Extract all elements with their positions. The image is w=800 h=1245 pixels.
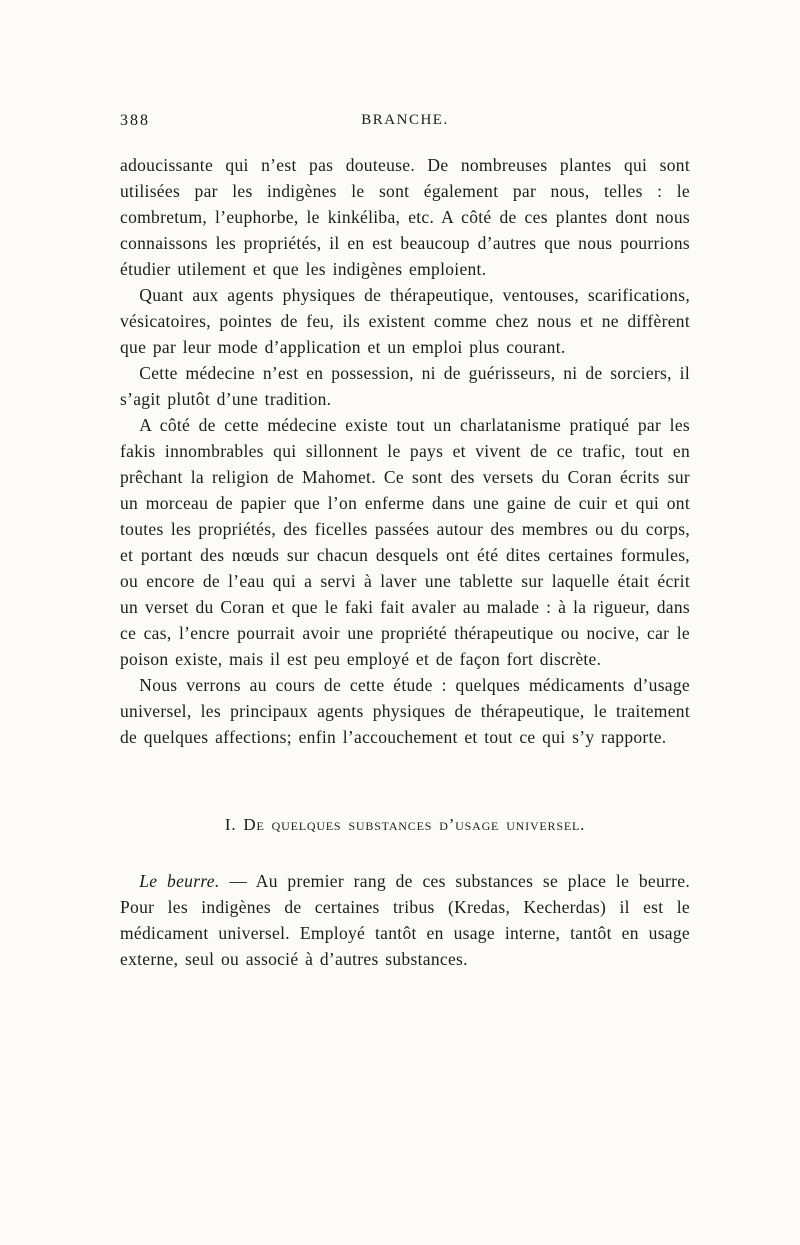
section-heading: I. De quelques substances d’usage universel. bbox=[224, 815, 586, 834]
paragraph: A côté de cette médecine existe tout un charlatanisme pratiqué par les fakis innombrables qui sillonnent le pays et vivent de ce trafic, tout en prêchant la religion de Mahomet. Ce sont des versets du Coran écrits sur un morceau de papier que l’on enferme dans une gaine de cuir et qui ont toutes les propriétés, des ficelles passées autour des membres ou du corps, et portant des nœuds sur chacun desquels ont été dites certaines formules, ou encore de l’eau qui a servi à laver une tablette sur laquelle était écrit un verset du Coran et que le faki fait avaler au malade : à la rigueur, dans ce cas, l’encre pourrait avoir une propriété thérapeutique ou nocive, car le poison existe, mais il est peu employé et de façon fort discrète. bbox=[120, 415, 690, 669]
running-title: BRANCHE. bbox=[361, 112, 449, 128]
page-header bbox=[120, 112, 690, 136]
paragraph: Nous verrons au cours de cette étude : quelques médicaments d’usage universel, les principaux agents physiques de thérapeutique, le traitement de quelques affections; enfin l’accouchement et tout ce qui s’y rapporte. bbox=[120, 675, 690, 747]
paragraph-lead-italic: Le beurre. bbox=[139, 871, 220, 891]
page-body bbox=[120, 152, 690, 972]
paragraph: Cette médecine n’est en possession, ni de guérisseurs, ni de sorciers, il s’agit plutôt d’une tradition. bbox=[120, 363, 690, 409]
paragraph: Quant aux agents physiques de thérapeutique, ventouses, scarifications, vésicatoires, pointes de feu, ils existent comme chez nous et ne diffèrent que par leur mode d’application et un emploi plus courant. bbox=[120, 285, 690, 357]
paragraph-text: — Au premier rang de ces substances se place le beurre. Pour les indigènes de certaines tribus (Kredas, Kecherdas) il est le médicament universel. Employé tantôt en usage interne, tantôt en usage externe, seul ou associé à d’autres substances. bbox=[120, 871, 690, 969]
paragraph: adoucissante qui n’est pas douteuse. De nombreuses plantes qui sont utilisées par les indigènes le sont également par nous, telles : le combretum, l’euphorbe, le kinkéliba, etc. A côté de ces plantes dont nous connaissons les propriétés, il en est beaucoup d’autres que nous pourrions étudier utilement et que les indigènes emploient. bbox=[120, 155, 690, 279]
paragraph bbox=[120, 868, 690, 972]
page-number: 388 bbox=[120, 112, 150, 129]
